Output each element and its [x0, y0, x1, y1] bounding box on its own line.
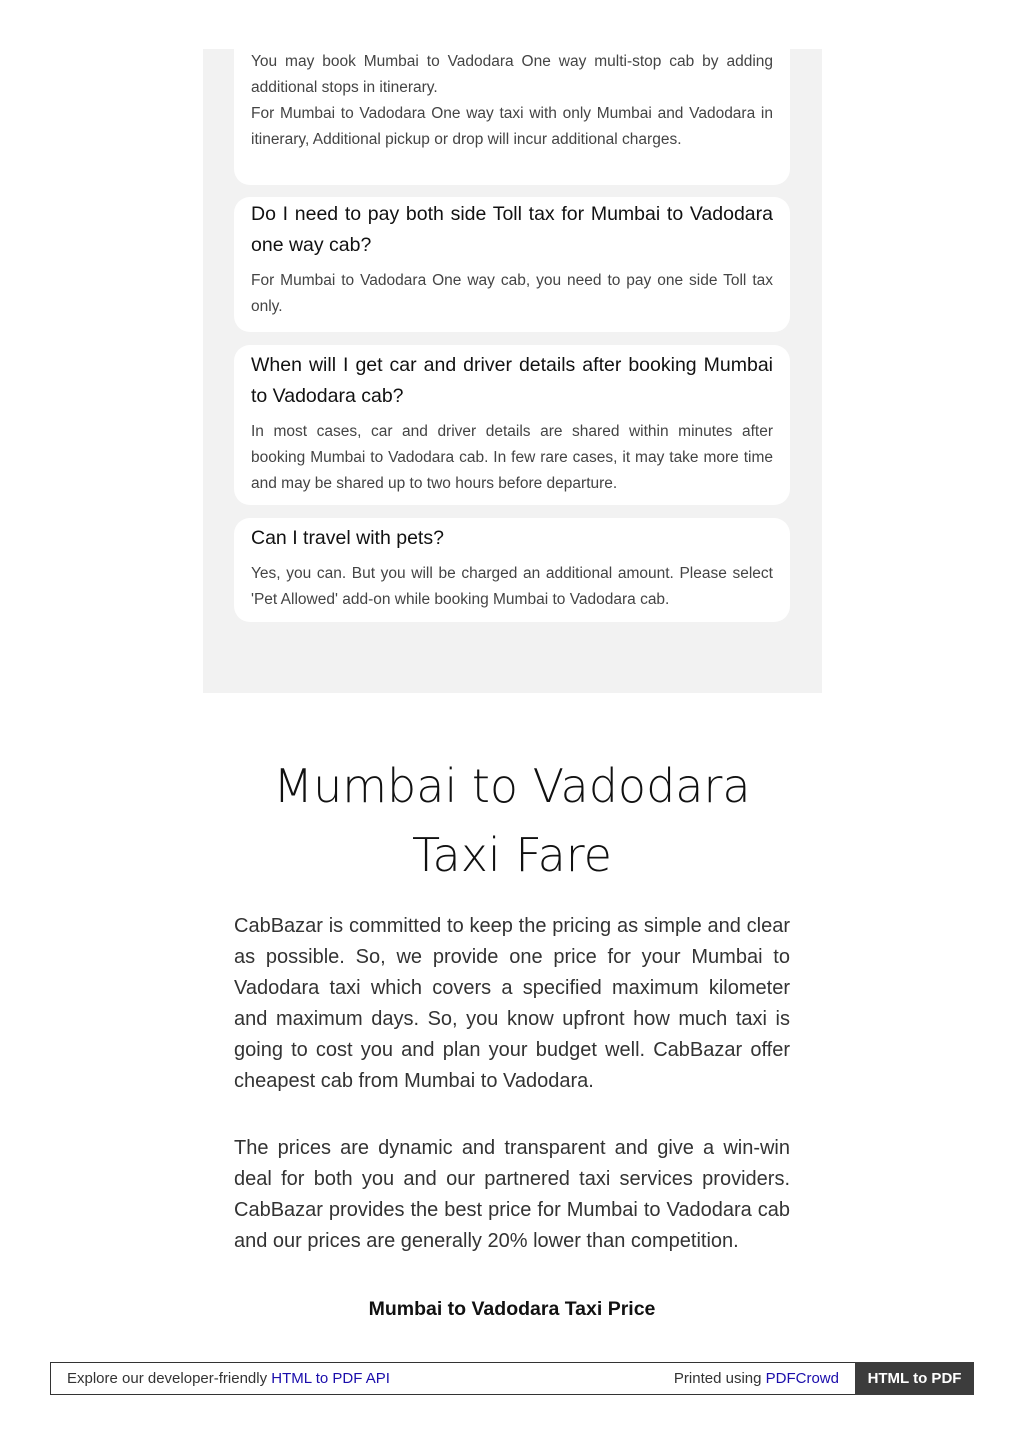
faq-card — [234, 40, 790, 185]
faq-answer: Yes, you can. But you will be charged an additional amount. Please select 'Pet Allowed' add-on while booking Mumbai to Vadodara cab. — [251, 565, 773, 608]
html-to-pdf-api-link[interactable]: HTML to PDF API — [271, 1370, 390, 1387]
pdfcrowd-link[interactable]: PDFCrowd — [765, 1370, 839, 1387]
footer-explore — [67, 1363, 390, 1394]
fare-title: Mumbai to Vadodara Taxi Fare — [273, 759, 751, 882]
footer-printed — [674, 1363, 839, 1394]
faq-answer: You may book Mumbai to Vadodara One way multi-stop cab by adding additional stops in itinerary. — [251, 53, 773, 96]
fare-paragraph: CabBazar is committed to keep the pricing as simple and clear as possible. So, we provide one price for your Mumbai to Vadodara taxi which covers a specified maximum kilometer and maximum days. So, you know upfront how much taxi is going to cost you and plan your budget well. CabBazar offer cheapest cab from Mumbai to Vadodara. — [234, 915, 790, 1092]
faq-answer: In most cases, car and driver details are shared within minutes after booking Mumbai to Vadodara cab. In few rare cases, it may take more time and may be shared up to two hours before departure. — [251, 423, 773, 492]
faq-answer: For Mumbai to Vadodara One way taxi with only Mumbai and Vadodara in itinerary, Additional pickup or drop will incur additional charges. — [251, 105, 773, 148]
faq-question[interactable]: When will I get car and driver details after booking Mumbai to Vadodara cab? — [251, 354, 773, 407]
price-heading: Mumbai to Vadodara Taxi Price — [368, 1298, 656, 1320]
html-to-pdf-badge[interactable]: HTML to PDF — [855, 1362, 974, 1395]
faq-question[interactable]: Can I travel with pets? — [251, 527, 444, 549]
pdf-footer-bar — [50, 1362, 974, 1395]
footer-explore-text: Explore our developer-friendly — [67, 1370, 268, 1387]
faq-card[interactable] — [234, 518, 790, 622]
footer-printed-text: Printed using — [673, 1370, 762, 1387]
fare-paragraph: The prices are dynamic and transparent and give a win-win deal for both you and our partnered taxi services providers. CabBazar provides the best price for Mumbai to Vadodara cab and our prices are generally 20% lower than competition. — [234, 1137, 790, 1252]
faq-answer: For Mumbai to Vadodara One way cab, you need to pay one side Toll tax only. — [251, 272, 773, 315]
faq-question[interactable]: Do I need to pay both side Toll tax for Mumbai to Vadodara one way cab? — [251, 203, 773, 256]
faq-card[interactable] — [234, 197, 790, 332]
faq-card[interactable] — [234, 345, 790, 505]
